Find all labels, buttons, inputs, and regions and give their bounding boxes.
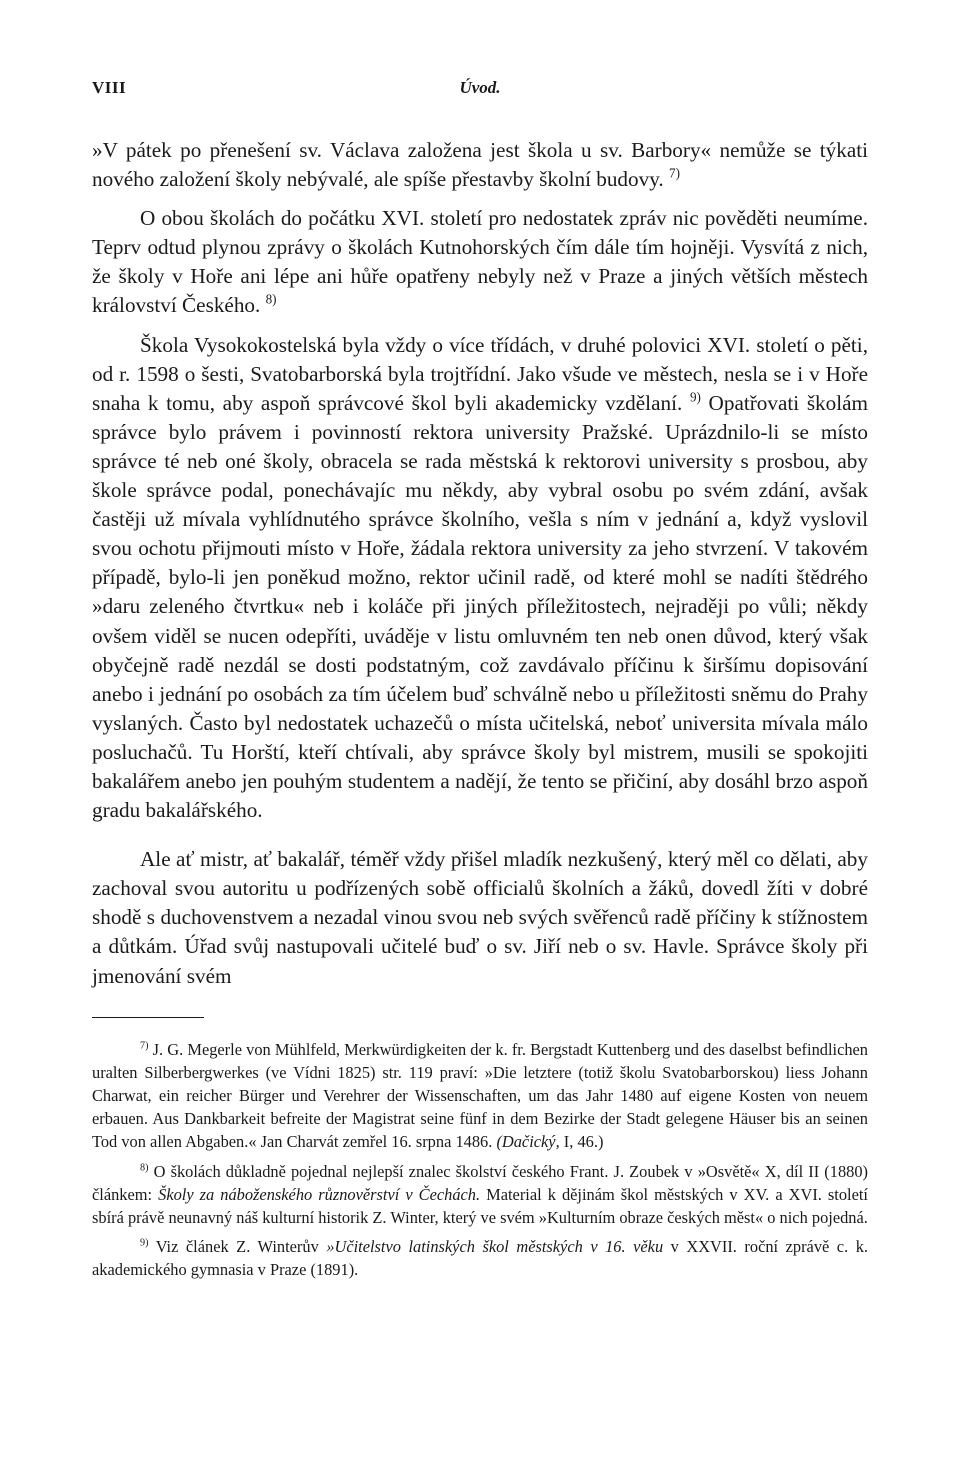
page	[92, 78, 868, 1288]
footnote-7-text-b: I, 46.)	[563, 1132, 604, 1152]
footnote-9	[92, 1235, 868, 1281]
footnote-9-title: »Učitelstvo latinských škol městských v 16. věku	[326, 1237, 664, 1257]
footnote-8-mark: 8)	[140, 1162, 149, 1174]
paragraph-1	[92, 136, 868, 194]
paragraph-4: Ale ať mistr, ať bakalář, téměř vždy přišel mladík nezkušený, který měl co dělati, aby zachoval svou autoritu u podřízených sobě officialů školních a žáků, dovedl žíti v dobré shodě s duchovenstvem a nezadal vinou svou neb svých svěřenců radě příčiny k stížnostem a důtkám. Úřad svůj nastupovali učitelé buď o sv. Jiří neb o sv. Havle. Správce školy při jmenování svém	[92, 847, 868, 988]
paragraph-2	[92, 204, 868, 320]
paragraph-1-text: »V pátek po přenešení sv. Václava založena jest škola u sv. Barbory« nemůže se týkati nového založení školy nebývalé, ale spíše přestavby školní budovy.	[92, 138, 868, 192]
footnote-8-text-b: v »Osvětě« X, díl II (1880) článkem:	[92, 1161, 869, 1204]
paragraph-3-text-b: Opatřovati školám správce bylo právem i povinností rektora university Pražské. Uprázdnilo-li se místo správce té neb oné školy, obracela se rada městská k rektorovi university s prosbou, aby škole správce podal, ponechávajíc mu někdy, aby vybral osobu po svém zdání, avšak častěji už mívala vyhlídnutého správce školního, vešla s ním v jednání a, když vyslovil svou ochotu přijmouti místo v Hoře, žádala rektora university za jeho stvrzení. V takovém případě, bylo-li jen poněkud možno, rektor učinil radě, od které mohl se nadíti štědrého »daru zeleného čtvrtku« neb i koláče při jiných příležitostech, nejraději po vůli; někdy ovšem viděl se nucen odepříti, uváděje v listu omluvném ten neb onen důvod, který však obyčejně radě nezdál se dosti podstatným, což zavdávalo příčinu k širšímu dopisování anebo i jednání po osobách za tím účelem buď schválně nebo u příležitosti sněmu do Prahy vyslaných. Často byl nedostatek uchazečů o místa učitelská, neboť universita mívala málo posluchačů. Tu Horští, kteří chtívali, aby správce školy byl mistrem, musili se spokojiti bakalářem anebo jen pouhým studentem a nadějí, že tento se přičiní, aby dosáhl brzo aspoň gradu bakalářského.	[92, 390, 869, 823]
footnote-9-mark: 9)	[140, 1237, 149, 1249]
footnote-8-text-d: který ve svém »Kulturním obraze českých měst« o nich pojedná.	[442, 1208, 868, 1228]
footnote-8-text-c: Material k dějinám škol městských v XV. a XVI. století sbírá právě neunavný náš kulturní historik	[92, 1184, 868, 1228]
paragraph-3-text-a: Škola Vysokokostelská byla vždy o více třídách, v druhé polovici XVI. století o pěti, od r. 1598 o šesti, Svatobarborská byla trojtřídní. Jako všude ve městech, nesla se i v Hoře snaha k tomu, aby aspoň správcové škol byli akademicky vzdělaní.	[92, 332, 868, 415]
footnote-8-author: Frant. J. Zoubek	[569, 1161, 680, 1181]
footnote-7-mark: 7)	[140, 1040, 149, 1052]
footnote-7-author: J. G. Megerle von Mühlfeld,	[152, 1039, 340, 1059]
footnote-9-text-b: v XXVII. roční zprávě c. k. akademického gymnasia v Praze (1891).	[92, 1237, 868, 1280]
footnote-ref-7: 7)	[669, 165, 680, 181]
footnote-divider	[92, 1017, 204, 1018]
footnote-7	[92, 1038, 868, 1154]
footnote-8-text-a: O školách důkladně pojednal nejlepší znalec školství českého	[153, 1161, 565, 1181]
body-text	[92, 136, 868, 991]
footnotes	[92, 1038, 868, 1282]
paragraph-3	[92, 331, 868, 826]
footnote-7-text-a: Merkwürdigkeiten der k. fr. Bergstadt Kuttenberg und des daselbst befindlichen uralten Silberbergwerkes (ve Vídni 1825) str. 119 praví: »Die letztere (totiž školu Svatobarborskou) liess Johann Charwat, ein reicher Bürger und Verehrer der Wissenschaften, um das Jahr 1480 auf eigene Kosten von neuem erbauen. Aus Dankbarkeit befreite der Magistrat seine fünf in dem Bezirke der Stadt gelegene Häuser bis an seinen Tod von allen Abgaben.« Jan Charvát zemřel 16. srpna 1486.	[92, 1039, 869, 1152]
footnote-9-author: Winterův	[257, 1237, 319, 1257]
paragraph-2-text: O obou školách do počátku XVI. století pro nedostatek zpráv nic pověděti neumíme. Teprv odtud plynou zprávy o školách Kutnohorských čím dále tím hojněji. Vysvítá z nich, že školy v Hoře ani lépe ani hůře opatřeny nebyly než v Praze a jiných větších městech království Českého.	[92, 206, 868, 318]
footnote-8-title: Školy za náboženského různověrství v Čechách.	[158, 1184, 481, 1204]
footnote-8-author-2: Z. Winter,	[372, 1208, 439, 1228]
page-number: VIII	[92, 78, 127, 97]
footnote-8	[92, 1160, 868, 1230]
footnote-ref-8: 8)	[265, 291, 277, 307]
page-header	[92, 78, 868, 108]
running-title: Úvod.	[459, 78, 501, 97]
footnote-9-text-a: Viz článek Z.	[155, 1237, 251, 1257]
footnote-ref-9: 9)	[689, 389, 701, 405]
footnote-7-citation: (Dačický,	[496, 1132, 560, 1152]
